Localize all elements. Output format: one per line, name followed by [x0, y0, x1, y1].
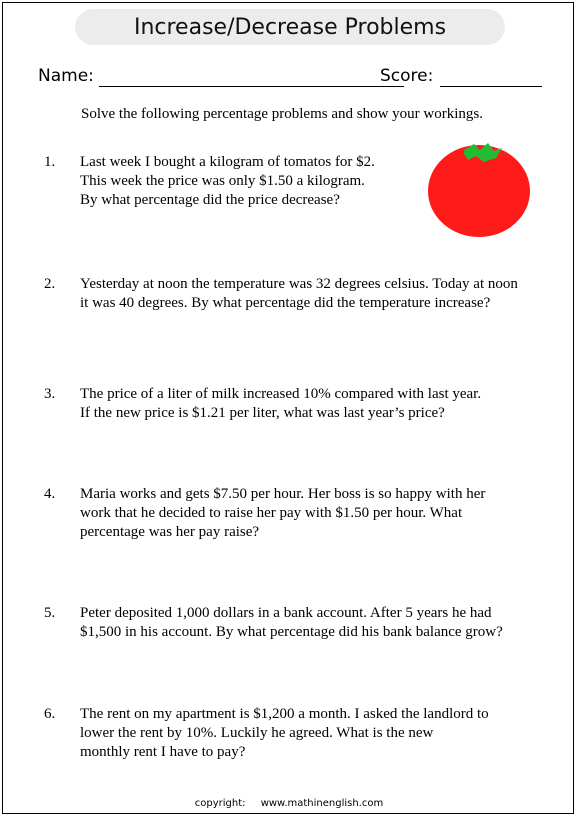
problem-text: Yesterday at noon the temperature was 32 degrees celsius. Today at noon it was 40 degrees. By what percentage did the temperature increase?: [80, 276, 518, 311]
tomato-body: [428, 145, 530, 237]
problem-text: Maria works and gets $7.50 per hour. Her boss is so happy with her work that he decided to raise her pay with $1.50 per hour. What percentage was her pay raise?: [80, 486, 486, 540]
name-score-row: [38, 66, 548, 92]
copyright-label: copyright:: [194, 798, 246, 809]
problem-text: Peter deposited 1,000 dollars in a bank account. After 5 years he had $1,500 in his account. By what percentage did his bank balance grow?: [80, 605, 503, 640]
instructions: Solve the following percentage problems and show your workings.: [81, 106, 484, 122]
problem-number: 3.: [44, 386, 56, 402]
tomato-icon: [424, 140, 536, 240]
problem-text: The rent on my apartment is $1,200 a month. I asked the landlord to lower the rent by 10%. Luckily he agreed. What is the new monthly rent I have to pay?: [80, 706, 489, 760]
problem-number: 1.: [44, 154, 56, 170]
site-link[interactable]: www.mathinenglish.com: [260, 798, 384, 809]
problem-number: 2.: [44, 276, 56, 292]
problem-text: Last week I bought a kilogram of tomatos for $2. This week the price was only $1.50 a kilogram. By what percentage did the price decrease?: [80, 154, 375, 208]
title-banner: [75, 9, 505, 45]
score-field[interactable]: [440, 86, 542, 87]
name-label: Name:: [38, 66, 94, 86]
name-field[interactable]: [99, 86, 404, 87]
score-label: Score:: [380, 66, 434, 86]
problem-number: 5.: [44, 605, 56, 621]
problem-number: 4.: [44, 486, 56, 502]
problem-text: The price of a liter of milk increased 10% compared with last year. If the new price is $1.21 per liter, what was last year’s price?: [80, 386, 482, 421]
footer: [0, 798, 578, 809]
page-title: Increase/Decrease Problems: [133, 14, 447, 40]
problem-number: 6.: [44, 706, 56, 722]
